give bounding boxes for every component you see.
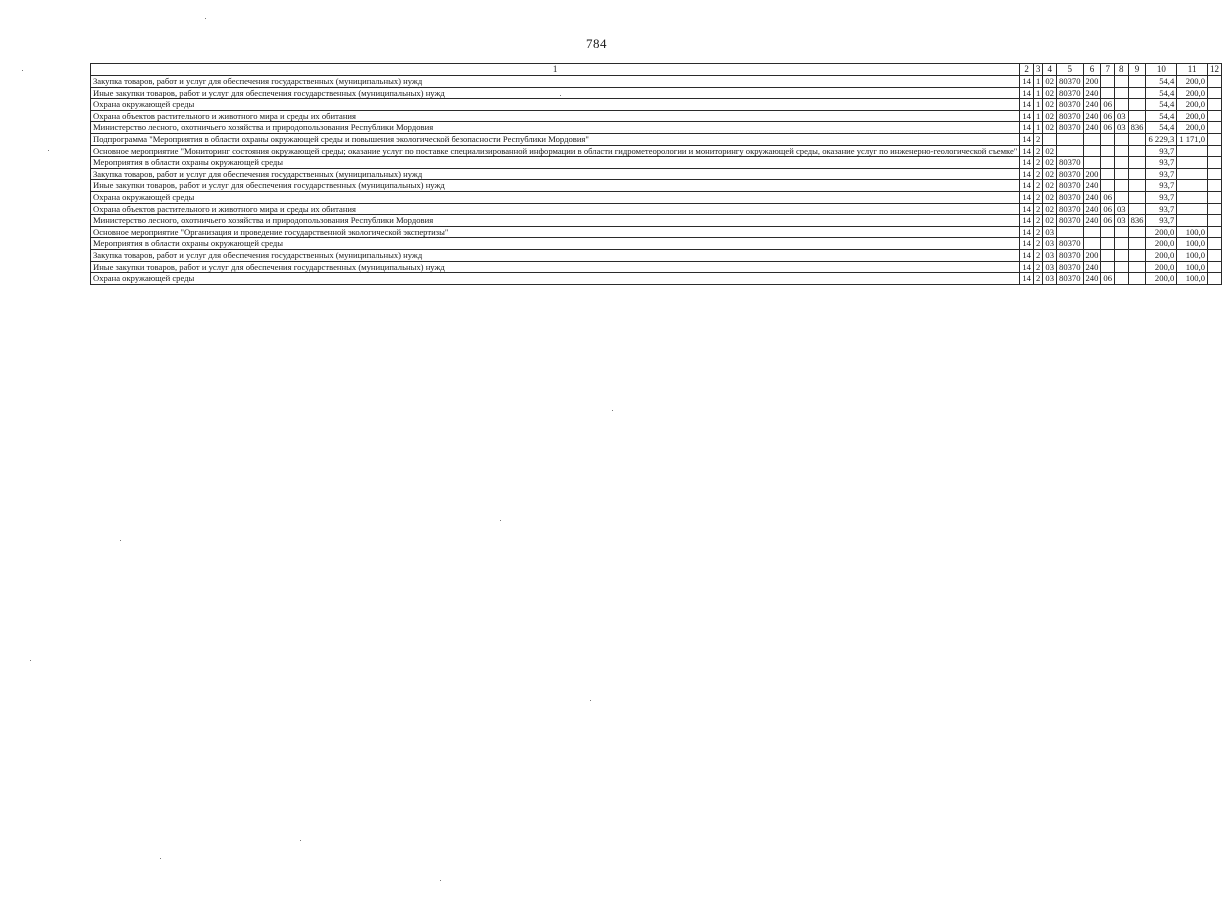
func-subsection-cell	[1114, 180, 1128, 192]
subsection-code-cell: 1	[1033, 76, 1043, 88]
func-section-cell: 06	[1101, 122, 1115, 134]
func-subsection-cell	[1114, 157, 1128, 169]
amount-year2-cell: 100,0	[1177, 226, 1208, 238]
amount-year3-cell	[1208, 168, 1222, 180]
column-header: 5	[1057, 64, 1083, 76]
subsection-code-cell: 2	[1033, 249, 1043, 261]
target-article-cell: 80370	[1057, 203, 1083, 215]
amount-year1-cell: 6 229,3	[1146, 133, 1177, 145]
amount-year1-cell: 54,4	[1146, 122, 1177, 134]
subsection-code-cell: 2	[1033, 145, 1043, 157]
subsection-code-cell: 2	[1033, 215, 1043, 227]
scan-speck	[48, 150, 49, 151]
row-name-cell: Охрана окружающей среды	[91, 191, 1020, 203]
expense-type-cell: 200	[1083, 76, 1101, 88]
page-number: 784	[586, 36, 607, 51]
amount-year1-cell: 93,7	[1146, 203, 1177, 215]
scan-speck	[300, 840, 301, 841]
target-article-cell	[1057, 145, 1083, 157]
amount-year2-cell	[1177, 203, 1208, 215]
amount-year3-cell	[1208, 203, 1222, 215]
scan-speck	[590, 700, 591, 701]
func-section-cell	[1101, 249, 1115, 261]
amount-year1-cell: 93,7	[1146, 157, 1177, 169]
section-code-cell: 14	[1020, 145, 1034, 157]
column-header: 7	[1101, 64, 1115, 76]
program-code-cell: 02	[1043, 191, 1057, 203]
amount-year3-cell	[1208, 191, 1222, 203]
amount-year3-cell	[1208, 226, 1222, 238]
table-row	[91, 180, 1222, 192]
amount-year1-cell: 200,0	[1146, 226, 1177, 238]
program-code-cell	[1043, 133, 1057, 145]
row-name-cell: Мероприятия в области охраны окружающей среды	[91, 238, 1020, 250]
func-section-cell: 06	[1101, 110, 1115, 122]
ministry-code-cell	[1128, 261, 1146, 273]
expense-type-cell: 240	[1083, 203, 1101, 215]
target-article-cell: 80370	[1057, 238, 1083, 250]
table-row	[91, 238, 1222, 250]
func-section-cell	[1101, 87, 1115, 99]
amount-year1-cell: 54,4	[1146, 87, 1177, 99]
ministry-code-cell	[1128, 273, 1146, 285]
amount-year1-cell: 54,4	[1146, 76, 1177, 88]
expense-type-cell	[1083, 238, 1101, 250]
amount-year1-cell: 93,7	[1146, 191, 1177, 203]
table-row	[91, 110, 1222, 122]
row-name-cell: Охрана объектов растительного и животного мира и среды их обитания	[91, 203, 1020, 215]
section-code-cell: 14	[1020, 238, 1034, 250]
func-section-cell	[1101, 133, 1115, 145]
program-code-cell: 03	[1043, 273, 1057, 285]
amount-year3-cell	[1208, 133, 1222, 145]
program-code-cell: 03	[1043, 261, 1057, 273]
row-name-cell: Охрана окружающей среды	[91, 273, 1020, 285]
target-article-cell: 80370	[1057, 191, 1083, 203]
target-article-cell: 80370	[1057, 157, 1083, 169]
table-row	[91, 226, 1222, 238]
row-name-cell: Закупка товаров, работ и услуг для обеспечения государственных (муниципальных) нужд	[91, 249, 1020, 261]
subsection-code-cell: 2	[1033, 133, 1043, 145]
section-code-cell: 14	[1020, 261, 1034, 273]
section-code-cell: 14	[1020, 203, 1034, 215]
func-subsection-cell	[1114, 238, 1128, 250]
amount-year1-cell: 200,0	[1146, 249, 1177, 261]
amount-year2-cell: 200,0	[1177, 110, 1208, 122]
func-subsection-cell	[1114, 191, 1128, 203]
func-subsection-cell: 03	[1114, 122, 1128, 134]
func-subsection-cell	[1114, 99, 1128, 111]
amount-year2-cell	[1177, 145, 1208, 157]
func-section-cell: 06	[1101, 99, 1115, 111]
table-row	[91, 133, 1222, 145]
amount-year3-cell	[1208, 238, 1222, 250]
ministry-code-cell	[1128, 168, 1146, 180]
expense-type-cell: 240	[1083, 122, 1101, 134]
amount-year2-cell	[1177, 191, 1208, 203]
column-header: 6	[1083, 64, 1101, 76]
section-code-cell: 14	[1020, 133, 1034, 145]
table-row	[91, 145, 1222, 157]
expense-type-cell	[1083, 145, 1101, 157]
func-subsection-cell	[1114, 273, 1128, 285]
program-code-cell: 03	[1043, 226, 1057, 238]
target-article-cell: 80370	[1057, 122, 1083, 134]
ministry-code-cell	[1128, 157, 1146, 169]
ministry-code-cell	[1128, 203, 1146, 215]
program-code-cell: 02	[1043, 215, 1057, 227]
subsection-code-cell: 1	[1033, 87, 1043, 99]
ministry-code-cell	[1128, 238, 1146, 250]
func-subsection-cell	[1114, 261, 1128, 273]
target-article-cell: 80370	[1057, 215, 1083, 227]
header-row	[91, 64, 1222, 76]
func-section-cell	[1101, 157, 1115, 169]
row-name-cell: Иные закупки товаров, работ и услуг для обеспечения государственных (муниципальных) нужд	[91, 261, 1020, 273]
subsection-code-cell: 2	[1033, 157, 1043, 169]
program-code-cell: 03	[1043, 238, 1057, 250]
program-code-cell: 02	[1043, 110, 1057, 122]
amount-year1-cell: 200,0	[1146, 261, 1177, 273]
scan-speck	[30, 660, 31, 661]
amount-year1-cell: 200,0	[1146, 273, 1177, 285]
scan-speck	[440, 880, 441, 881]
func-subsection-cell	[1114, 87, 1128, 99]
func-section-cell	[1101, 226, 1115, 238]
func-subsection-cell: 03	[1114, 215, 1128, 227]
target-article-cell: 80370	[1057, 180, 1083, 192]
func-subsection-cell	[1114, 226, 1128, 238]
func-section-cell	[1101, 180, 1115, 192]
table-row	[91, 76, 1222, 88]
amount-year3-cell	[1208, 157, 1222, 169]
scan-speck	[160, 858, 161, 859]
row-name-cell: Министерство лесного, охотничьего хозяйства и природопользования Республики Мордовия	[91, 122, 1020, 134]
func-section-cell: 06	[1101, 203, 1115, 215]
table-row	[91, 87, 1222, 99]
expense-type-cell: 200	[1083, 249, 1101, 261]
amount-year1-cell: 93,7	[1146, 168, 1177, 180]
func-section-cell	[1101, 145, 1115, 157]
row-name-cell: Подпрограмма "Мероприятия в области охраны окружающей среды и повышения экологической безопасности Республики Мордовия"	[91, 133, 1020, 145]
ministry-code-cell	[1128, 145, 1146, 157]
amount-year1-cell: 93,7	[1146, 145, 1177, 157]
expense-type-cell: 240	[1083, 87, 1101, 99]
column-header: 3	[1033, 64, 1043, 76]
row-name-cell: Основное мероприятие "Организация и проведение государственной экологической экспертизы"	[91, 226, 1020, 238]
ministry-code-cell	[1128, 133, 1146, 145]
scan-speck	[500, 520, 501, 521]
amount-year3-cell	[1208, 180, 1222, 192]
table-row	[91, 203, 1222, 215]
ministry-code-cell	[1128, 191, 1146, 203]
target-article-cell: 80370	[1057, 110, 1083, 122]
section-code-cell: 14	[1020, 76, 1034, 88]
amount-year2-cell	[1177, 215, 1208, 227]
row-name-cell: Иные закупки товаров, работ и услуг для обеспечения государственных (муниципальных) нужд	[91, 87, 1020, 99]
func-subsection-cell	[1114, 249, 1128, 261]
scan-speck	[205, 18, 206, 19]
amount-year3-cell	[1208, 110, 1222, 122]
ministry-code-cell	[1128, 87, 1146, 99]
expense-type-cell	[1083, 133, 1101, 145]
program-code-cell: 02	[1043, 203, 1057, 215]
amount-year3-cell	[1208, 261, 1222, 273]
expense-type-cell: 240	[1083, 215, 1101, 227]
expense-type-cell: 200	[1083, 168, 1101, 180]
func-subsection-cell: 03	[1114, 110, 1128, 122]
amount-year2-cell: 1 171,0	[1177, 133, 1208, 145]
func-subsection-cell	[1114, 168, 1128, 180]
subsection-code-cell: 2	[1033, 226, 1043, 238]
column-header: 12	[1208, 64, 1222, 76]
amount-year2-cell: 200,0	[1177, 122, 1208, 134]
amount-year1-cell: 93,7	[1146, 215, 1177, 227]
func-subsection-cell	[1114, 76, 1128, 88]
amount-year2-cell: 100,0	[1177, 249, 1208, 261]
row-name-cell: Основное мероприятие "Мониторинг состояния окружающей среды; оказание услуг по поставке специализированной информации в области гидрометеорологии и мониторингу окружающей среды, оказание услуг по инженерно-геологической съемке"	[91, 145, 1020, 157]
target-article-cell: 80370	[1057, 168, 1083, 180]
func-section-cell: 06	[1101, 273, 1115, 285]
row-name-cell: Охрана объектов растительного и животного мира и среды их обитания	[91, 110, 1020, 122]
target-article-cell: 80370	[1057, 76, 1083, 88]
section-code-cell: 14	[1020, 191, 1034, 203]
table-row	[91, 273, 1222, 285]
row-name-cell: Иные закупки товаров, работ и услуг для обеспечения государственных (муниципальных) нужд	[91, 180, 1020, 192]
column-header: 10	[1146, 64, 1177, 76]
subsection-code-cell: 1	[1033, 110, 1043, 122]
ministry-code-cell	[1128, 180, 1146, 192]
section-code-cell: 14	[1020, 99, 1034, 111]
program-code-cell: 02	[1043, 180, 1057, 192]
section-code-cell: 14	[1020, 249, 1034, 261]
func-subsection-cell: 03	[1114, 203, 1128, 215]
target-article-cell: 80370	[1057, 87, 1083, 99]
section-code-cell: 14	[1020, 215, 1034, 227]
func-subsection-cell	[1114, 133, 1128, 145]
row-name-cell: Мероприятия в области охраны окружающей среды	[91, 157, 1020, 169]
program-code-cell: 02	[1043, 99, 1057, 111]
scan-speck	[560, 95, 561, 96]
amount-year2-cell	[1177, 168, 1208, 180]
ministry-code-cell: 836	[1128, 122, 1146, 134]
subsection-code-cell: 2	[1033, 273, 1043, 285]
ministry-code-cell	[1128, 110, 1146, 122]
ministry-code-cell: 836	[1128, 215, 1146, 227]
table-row	[91, 249, 1222, 261]
column-header: 1	[91, 64, 1020, 76]
subsection-code-cell: 2	[1033, 191, 1043, 203]
scan-speck	[612, 410, 613, 411]
amount-year3-cell	[1208, 76, 1222, 88]
amount-year3-cell	[1208, 215, 1222, 227]
section-code-cell: 14	[1020, 110, 1034, 122]
amount-year3-cell	[1208, 87, 1222, 99]
amount-year2-cell	[1177, 157, 1208, 169]
subsection-code-cell: 1	[1033, 122, 1043, 134]
amount-year3-cell	[1208, 273, 1222, 285]
expense-type-cell: 240	[1083, 99, 1101, 111]
expense-type-cell: 240	[1083, 191, 1101, 203]
expense-type-cell: 240	[1083, 110, 1101, 122]
target-article-cell: 80370	[1057, 261, 1083, 273]
ministry-code-cell	[1128, 76, 1146, 88]
subsection-code-cell: 2	[1033, 168, 1043, 180]
program-code-cell: 03	[1043, 249, 1057, 261]
budget-table	[90, 63, 1222, 285]
program-code-cell: 02	[1043, 145, 1057, 157]
amount-year3-cell	[1208, 99, 1222, 111]
table-row	[91, 122, 1222, 134]
table-body	[91, 76, 1222, 285]
func-section-cell	[1101, 76, 1115, 88]
program-code-cell: 02	[1043, 122, 1057, 134]
column-header: 2	[1020, 64, 1034, 76]
section-code-cell: 14	[1020, 122, 1034, 134]
func-section-cell	[1101, 261, 1115, 273]
expense-type-cell	[1083, 226, 1101, 238]
ministry-code-cell	[1128, 99, 1146, 111]
target-article-cell: 80370	[1057, 273, 1083, 285]
program-code-cell: 02	[1043, 168, 1057, 180]
func-section-cell: 06	[1101, 215, 1115, 227]
amount-year3-cell	[1208, 122, 1222, 134]
amount-year3-cell	[1208, 249, 1222, 261]
subsection-code-cell: 2	[1033, 180, 1043, 192]
amount-year2-cell: 200,0	[1177, 87, 1208, 99]
ministry-code-cell	[1128, 249, 1146, 261]
amount-year2-cell	[1177, 180, 1208, 192]
row-name-cell: Охрана окружающей среды	[91, 99, 1020, 111]
amount-year1-cell: 54,4	[1146, 110, 1177, 122]
scan-speck	[120, 540, 121, 541]
section-code-cell: 14	[1020, 226, 1034, 238]
amount-year2-cell: 100,0	[1177, 238, 1208, 250]
func-section-cell: 06	[1101, 191, 1115, 203]
target-article-cell: 80370	[1057, 249, 1083, 261]
section-code-cell: 14	[1020, 180, 1034, 192]
table-row	[91, 99, 1222, 111]
subsection-code-cell: 1	[1033, 99, 1043, 111]
program-code-cell: 02	[1043, 76, 1057, 88]
amount-year1-cell: 93,7	[1146, 180, 1177, 192]
amount-year3-cell	[1208, 145, 1222, 157]
amount-year1-cell: 200,0	[1146, 238, 1177, 250]
expense-type-cell: 240	[1083, 180, 1101, 192]
amount-year2-cell: 200,0	[1177, 99, 1208, 111]
scan-speck	[22, 70, 23, 71]
table-row	[91, 215, 1222, 227]
table-row	[91, 168, 1222, 180]
expense-type-cell	[1083, 157, 1101, 169]
column-header: 9	[1128, 64, 1146, 76]
section-code-cell: 14	[1020, 87, 1034, 99]
func-section-cell	[1101, 168, 1115, 180]
row-name-cell: Министерство лесного, охотничьего хозяйства и природопользования Республики Мордовия	[91, 215, 1020, 227]
column-header: 4	[1043, 64, 1057, 76]
table-row	[91, 157, 1222, 169]
table-row	[91, 261, 1222, 273]
target-article-cell: 80370	[1057, 99, 1083, 111]
func-section-cell	[1101, 238, 1115, 250]
amount-year2-cell: 100,0	[1177, 273, 1208, 285]
subsection-code-cell: 2	[1033, 261, 1043, 273]
section-code-cell: 14	[1020, 273, 1034, 285]
section-code-cell: 14	[1020, 157, 1034, 169]
target-article-cell	[1057, 133, 1083, 145]
table-row	[91, 191, 1222, 203]
program-code-cell: 02	[1043, 87, 1057, 99]
func-subsection-cell	[1114, 145, 1128, 157]
section-code-cell: 14	[1020, 168, 1034, 180]
ministry-code-cell	[1128, 226, 1146, 238]
row-name-cell: Закупка товаров, работ и услуг для обеспечения государственных (муниципальных) нужд	[91, 76, 1020, 88]
expense-type-cell: 240	[1083, 261, 1101, 273]
program-code-cell: 02	[1043, 157, 1057, 169]
amount-year2-cell: 100,0	[1177, 261, 1208, 273]
expense-type-cell: 240	[1083, 273, 1101, 285]
row-name-cell: Закупка товаров, работ и услуг для обеспечения государственных (муниципальных) нужд	[91, 168, 1020, 180]
subsection-code-cell: 2	[1033, 203, 1043, 215]
column-header: 11	[1177, 64, 1208, 76]
amount-year2-cell: 200,0	[1177, 76, 1208, 88]
column-header: 8	[1114, 64, 1128, 76]
target-article-cell	[1057, 226, 1083, 238]
subsection-code-cell: 2	[1033, 238, 1043, 250]
amount-year1-cell: 54,4	[1146, 99, 1177, 111]
